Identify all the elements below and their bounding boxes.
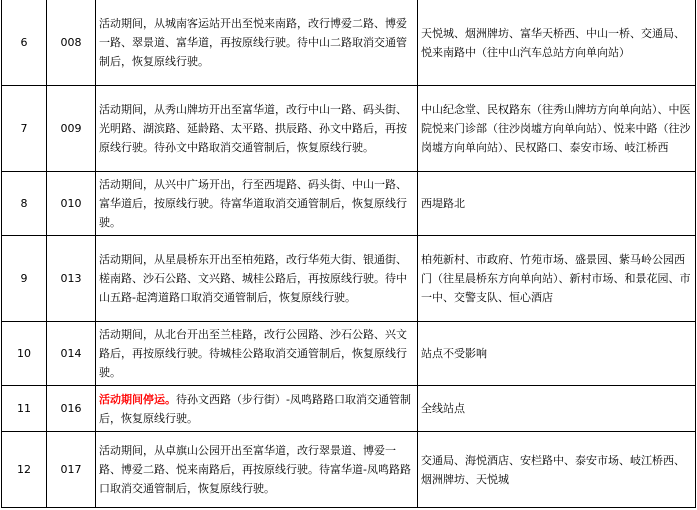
table-row xyxy=(2,86,696,172)
suspension-notice: 活动期间停运。 xyxy=(99,392,176,406)
table-row xyxy=(2,236,696,322)
adjustment-detail xyxy=(96,236,418,322)
affected-stops: 中山纪念堂、民权路东（往秀山牌坊方向单向站）、中医院悦来门诊部（往沙岗墟方向单向站）、悦来中路（往沙岗墟方向单向站）、民权路口、泰安市场、岐江桥西 xyxy=(418,86,696,172)
adjustment-text: 活动期间，从卓旗山公园开出至富华道，改行翠景道、博爱一路、博爱二路、悦来南路后，再按原线行驶。待富华道-凤鸣路路口取消交通管制后，恢复原线行驶。 xyxy=(99,444,411,495)
affected-stops: 站点不受影响 xyxy=(418,322,696,386)
adjustment-text: 待孙文西路（步行街）-凤鸣路路口取消交通管制后，恢复原线行驶。 xyxy=(99,392,411,425)
table-row xyxy=(2,432,696,508)
route-number: 008 xyxy=(47,0,96,86)
adjustment-detail xyxy=(96,86,418,172)
table-row xyxy=(2,172,696,236)
adjustment-text: 活动期间，从兴中广场开出，行至西堤路、码头街、中山一路、富华道后，按原线行驶。待富华道取消交通管制后，恢复原线行驶。 xyxy=(99,178,407,229)
row-index: 7 xyxy=(2,86,47,172)
route-number: 013 xyxy=(47,236,96,322)
row-index: 12 xyxy=(2,432,47,508)
row-index: 11 xyxy=(2,386,47,432)
route-number: 010 xyxy=(47,172,96,236)
table-row xyxy=(2,386,696,432)
route-adjustment-table xyxy=(1,0,696,508)
adjustment-text: 活动期间，从城南客运站开出至悦来南路，改行博爱二路、博爱一路、翠景道、富华道，再按原线行驶。待中山二路取消交通管制后，恢复原线行驶。 xyxy=(99,17,407,68)
affected-stops: 西堤路北 xyxy=(418,172,696,236)
affected-stops: 柏苑新村、市政府、竹苑市场、盛景园、紫马岭公园西门（往星晨桥东方向单向站）、新村市场、和景花园、市一中、交警支队、恒心酒店 xyxy=(418,236,696,322)
affected-stops: 全线站点 xyxy=(418,386,696,432)
row-index: 6 xyxy=(2,0,47,86)
table-row xyxy=(2,0,696,86)
adjustment-detail xyxy=(96,0,418,86)
adjustment-detail xyxy=(96,322,418,386)
adjustment-detail xyxy=(96,386,418,432)
row-index: 8 xyxy=(2,172,47,236)
adjustment-detail xyxy=(96,432,418,508)
table-row xyxy=(2,322,696,386)
adjustment-text: 活动期间，从北台开出至兰桂路，改行公园路、沙石公路、兴文路后，再按原线行驶。待城桂公路取消交通管制后，恢复原线行驶。 xyxy=(99,328,407,379)
route-number: 014 xyxy=(47,322,96,386)
adjustment-detail xyxy=(96,172,418,236)
row-index: 10 xyxy=(2,322,47,386)
route-number: 009 xyxy=(47,86,96,172)
row-index: 9 xyxy=(2,236,47,322)
affected-stops: 天悦城、烟洲牌坊、富华天桥西、中山一桥、交通局、悦来南路中（往中山汽车总站方向单向站） xyxy=(418,0,696,86)
route-number: 016 xyxy=(47,386,96,432)
adjustment-text: 活动期间，从秀山牌坊开出至富华道，改行中山一路、码头街、光明路、湖滨路、延龄路、太平路、拱辰路、孙文中路后，再按原线行驶。待孙文中路取消交通管制后，恢复原线行驶。 xyxy=(99,103,407,154)
adjustment-text: 活动期间，从星晨桥东开出至柏苑路，改行华苑大街、银通街、槎南路、沙石公路、文兴路、城桂公路后，再按原线行驶。待中山五路-起湾道路口取消交通管制后，恢复原线行驶。 xyxy=(99,253,407,304)
route-number: 017 xyxy=(47,432,96,508)
affected-stops: 交通局、海悦酒店、安栏路中、泰安市场、岐江桥西、烟洲牌坊、天悦城 xyxy=(418,432,696,508)
